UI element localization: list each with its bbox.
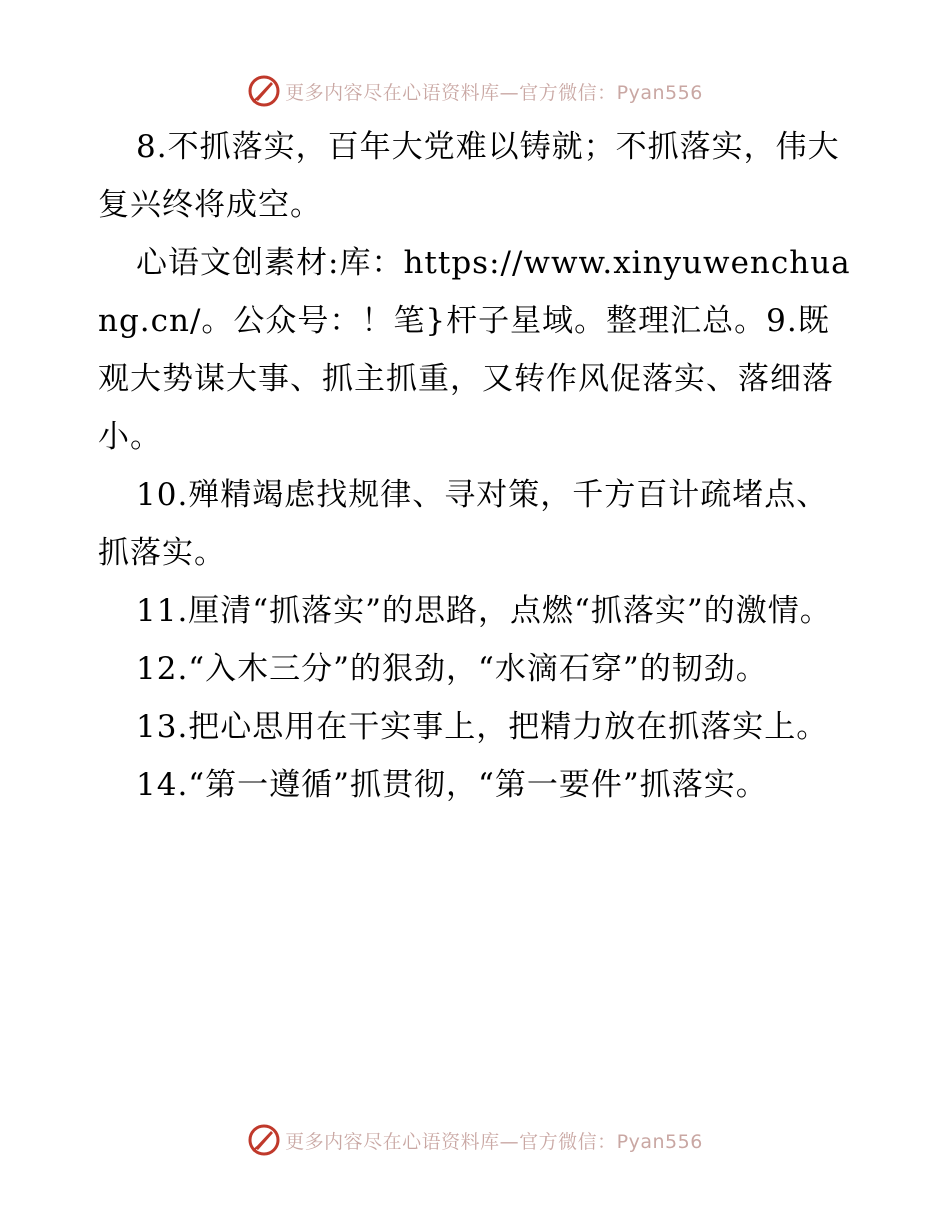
header-banner [0, 73, 950, 109]
paragraph-13: 13.把心思用在干实事上，把精力放在抓落实上。 [136, 709, 829, 745]
paragraph-10: 10.殚精竭虑找规律、寻对策，千方百计疏堵点、抓落实。 [98, 477, 829, 571]
footer-banner [0, 1122, 950, 1158]
paragraph-source-9: 心语文创素材:库：https://www.xinyuwenchuang.cn/。公众号：！笔}杆子星域。整理汇总。9.既观大势谋大事、抓主抓重，又转作风促落实、落细落小。 [98, 245, 851, 455]
paragraph-14: 14.“第一遵循”抓贯彻，“第一要件”抓落实。 [136, 767, 768, 803]
header-banner-text: 更多内容尽在心语资料库—官方微信：Pyan556 [285, 81, 703, 104]
paragraph-11: 11.厘清“抓落实”的思路，点燃“抓落实”的激情。 [136, 593, 832, 629]
footer-banner-text: 更多内容尽在心语资料库—官方微信：Pyan556 [285, 1130, 703, 1153]
quill-seal-icon [247, 1123, 281, 1157]
paragraph-12: 12.“入木三分”的狠劲，“水滴石穿”的韧劲。 [136, 651, 768, 687]
paragraph-8: 8.不抓落实，百年大党难以铸就；不抓落实，伟大复兴终将成空。 [98, 129, 840, 223]
quill-seal-icon [247, 74, 281, 108]
document-body [98, 118, 858, 814]
